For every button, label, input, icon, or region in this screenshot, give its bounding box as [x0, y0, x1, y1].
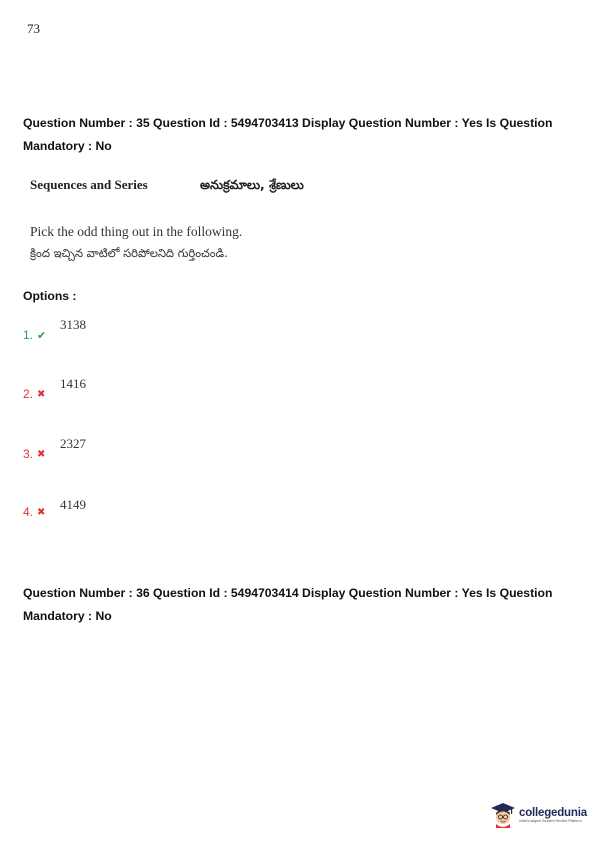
- student-mascot-icon: [490, 802, 516, 828]
- question-35-header: [23, 112, 573, 158]
- question-35-header-line1: Question Number : 35 Question Id : 5494703413 Display Question Number : Yes Is Question: [23, 116, 553, 130]
- option-4-number: 4.: [23, 505, 34, 519]
- option-4-marker: [23, 505, 45, 519]
- section-name-telugu: అనుక్రమాలు, శ్రేణులు: [200, 177, 304, 192]
- collegedunia-logo: [490, 799, 588, 831]
- option-1-marker: [23, 328, 46, 342]
- option-1-value: 3138: [60, 317, 86, 332]
- option-2-number: 2.: [23, 387, 34, 401]
- option-3-value: 2327: [60, 436, 86, 451]
- question-36-header-line2: Mandatory : No: [23, 609, 112, 623]
- question-36-header-line1: Question Number : 36 Question Id : 5494703414 Display Question Number : Yes Is Question: [23, 586, 553, 600]
- logo-tagline: India's largest Student Review Platform: [519, 818, 582, 823]
- question-36-header: [23, 582, 573, 628]
- section-name-english: Sequences and Series: [30, 177, 148, 192]
- question-text-telugu: క్రింద ఇచ్చిన వాటిలో సరిపోలనిది గుర్తించండి.: [30, 246, 228, 260]
- question-35-header-line2: Mandatory : No: [23, 139, 112, 153]
- logo-name: collegedunia: [519, 806, 587, 819]
- page-number: 73: [27, 21, 40, 36]
- cross-icon: ✖: [37, 506, 46, 518]
- option-4-value: 4149: [60, 497, 86, 512]
- options-label: Options :: [23, 289, 77, 303]
- option-2-marker: [23, 387, 45, 401]
- option-1-number: 1.: [23, 328, 34, 342]
- cross-icon: ✖: [37, 388, 46, 400]
- check-icon: ✔: [37, 329, 47, 342]
- option-3-marker: [23, 447, 45, 461]
- question-text-english: Pick the odd thing out in the following.: [30, 224, 243, 239]
- option-3-number: 3.: [23, 447, 34, 461]
- option-2-value: 1416: [60, 376, 86, 391]
- cross-icon: ✖: [37, 448, 46, 460]
